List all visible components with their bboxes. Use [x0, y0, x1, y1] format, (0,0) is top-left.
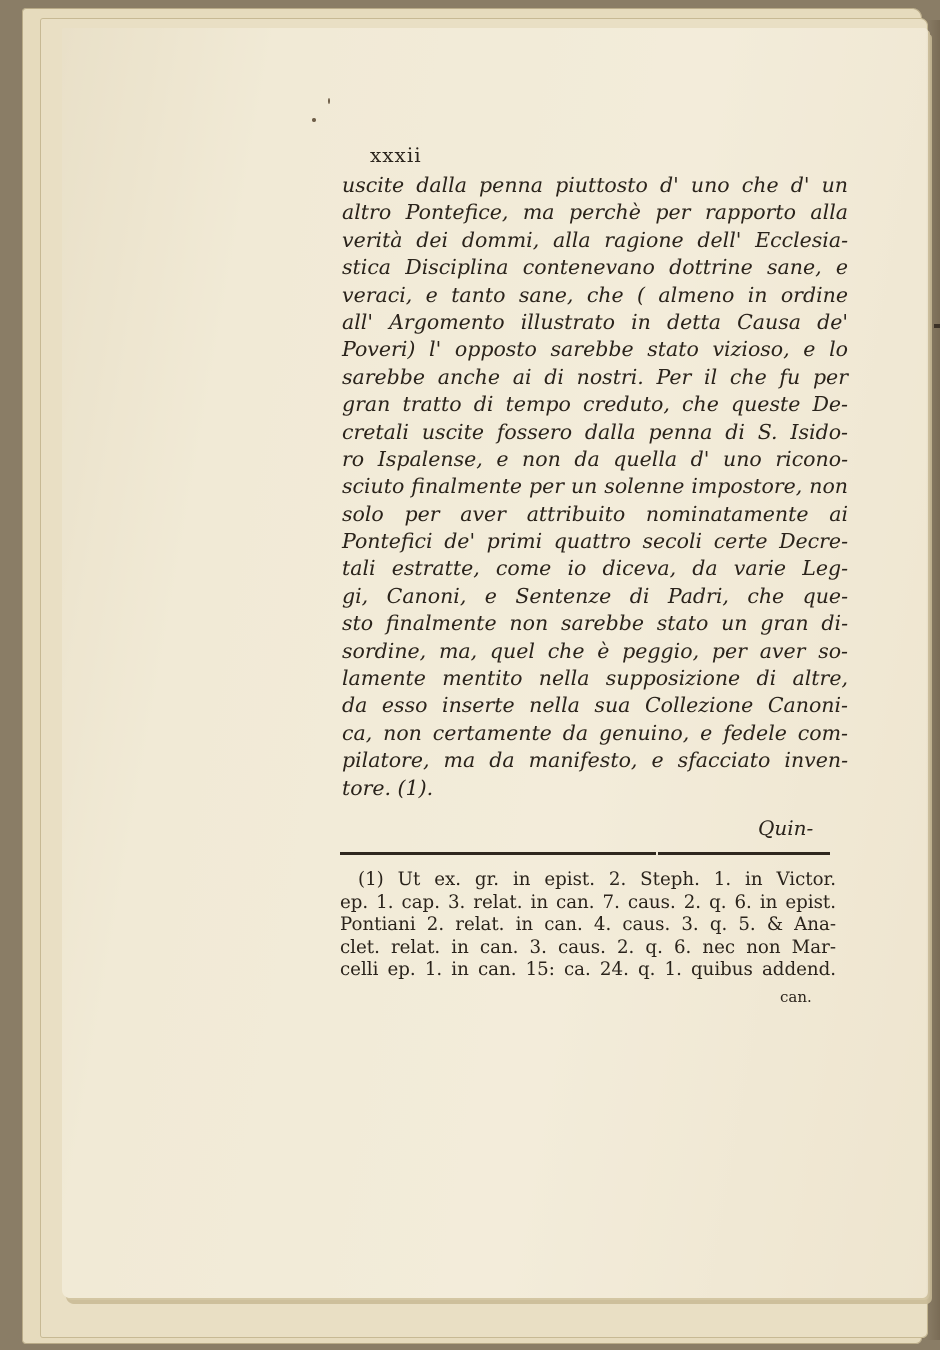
- text-line: sciuto finalmente per un solenne impostore, non: [342, 474, 848, 499]
- text-line: tore. (1).: [342, 775, 434, 800]
- binding-shadow: [926, 20, 940, 1340]
- footnote-line: (1) Ut ex. gr. in epist. 2. Steph. 1. in Victor.: [358, 869, 836, 890]
- text-line: pilatore, ma da manifesto, e sfacciato inven-: [342, 748, 848, 773]
- edge-mark: [934, 324, 940, 328]
- text-line: Poveri) l' opposto sarebbe stato vizioso, e lo: [342, 337, 848, 362]
- text-line: verità dei dommi, alla ragione dell' Ecclesia-: [342, 227, 848, 252]
- text-line: uscite dalla penna piuttosto d' uno che d' un: [342, 173, 848, 197]
- catchword: Quin-: [758, 816, 814, 840]
- footnote-line: ep. 1. cap. 3. relat. in can. 7. caus. 2. q. 6. in epist.: [340, 891, 836, 913]
- text-line: ro Ispalense, e non da quella d' uno ricono-: [342, 446, 848, 471]
- text-line: sordine, ma, quel che è peggio, per aver so-: [342, 638, 848, 663]
- text-line: tali estratte, come io diceva, da varie Leg-: [342, 556, 848, 581]
- footnote-line: clet. relat. in can. 3. caus. 2. q. 6. nec non Mar-: [340, 936, 836, 958]
- text-line: all' Argomento illustrato in detta Causa de': [342, 309, 848, 334]
- text-line: stica Disciplina contenevano dottrine sane, e: [342, 255, 848, 280]
- text-line: lamente mentito nella supposizione di altre,: [342, 666, 848, 691]
- text-line: da esso inserte nella sua Collezione Canoni-: [342, 693, 848, 718]
- footnote-catchword: can.: [780, 988, 812, 1006]
- text-line: solo per aver attribuito nominatamente ai: [342, 501, 848, 526]
- text-line: sarebbe anche ai di nostri. Per il che fu per: [342, 364, 848, 389]
- text-line: ca, non certamente da genuino, e fedele com-: [342, 720, 848, 745]
- footnote-line: Pontiani 2. relat. in can. 4. caus. 3. q. 5. & Ana-: [340, 914, 836, 935]
- text-line: gi, Canoni, e Sentenze di Padri, che que-: [342, 583, 848, 608]
- footnote-rule: [658, 852, 830, 855]
- text-line: Pontefici de' primi quattro secoli certe Decre-: [342, 529, 848, 554]
- footnote-line: celli ep. 1. in can. 15: ca. 24. q. 1. quibus addend.: [340, 959, 836, 980]
- main-text: [342, 172, 848, 802]
- text-line: sto finalmente non sarebbe stato un gran di-: [342, 611, 848, 636]
- paper-speck: [328, 98, 330, 104]
- text-line: gran tratto di tempo creduto, che queste De-: [342, 392, 848, 417]
- paper-speck: [312, 118, 316, 122]
- page-number: xxxii: [370, 143, 422, 167]
- text-line: cretali uscite fossero dalla penna di S. Isido-: [342, 419, 848, 444]
- text-line: altro Pontefice, ma perchè per rapporto alla: [342, 200, 848, 225]
- footnote-rule: [340, 852, 656, 855]
- footnote: [340, 869, 836, 982]
- text-line: veraci, e tanto sane, che ( almeno in ordine: [342, 282, 848, 307]
